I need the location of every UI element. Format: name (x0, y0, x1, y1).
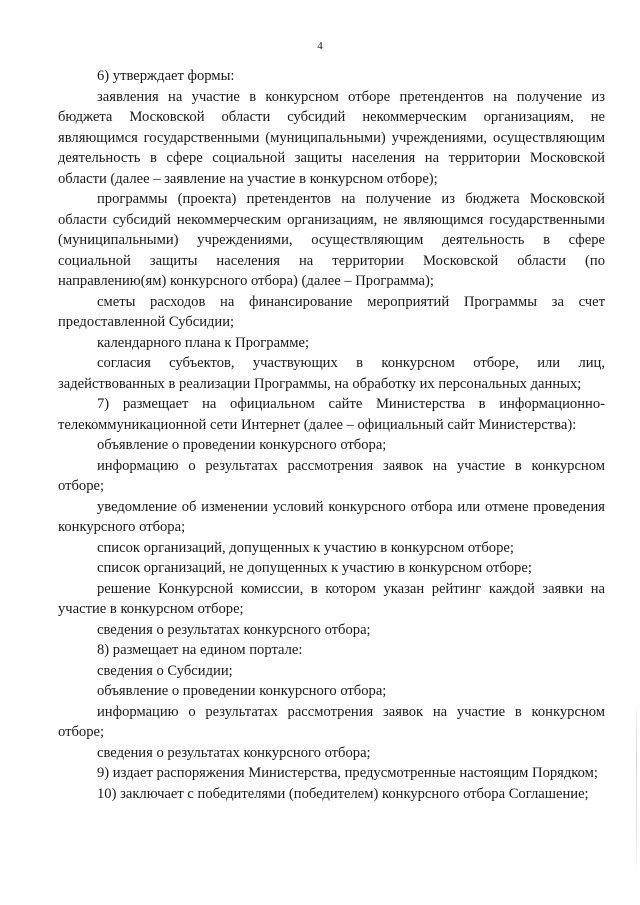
paragraph-item-6: 6) утверждает формы: (97, 68, 235, 84)
paragraph-rejected-list: список организаций, не допущенных к участию в конкурсном отборе; (97, 560, 532, 576)
paragraph-item-8: 8) размещает на едином портале: (97, 642, 303, 658)
paragraph-program-form: программы (проекта) претендентов на получение из бюджета Московской области субсидий некоммерческим организациям, не являющимся государственными (муниципальными) учреждениями, осуществляющим деятельность в сфере социальной защиты населения на территории Московской области (по направлению(ям) конкурсного отбора) (далее – Программа); (58, 191, 605, 289)
paragraph-review-results: информацию о результатах рассмотрения заявок на участие в конкурсном отборе; (58, 457, 605, 494)
paragraph-application-form: заявления на участие в конкурсном отборе претендентов на получение из бюджета Московской области субсидий некоммерческим организациям, не являющимся государственными (муниципальными) учреждениями, осуществляющим деятельность в сфере социальной защиты населения на территории Московской области (далее – заявление на участие в конкурсном отборе); (58, 88, 605, 187)
paragraph-portal-review-results: информацию о результатах рассмотрения заявок на участие в конкурсном отборе; (58, 703, 605, 740)
page-number: 4 (317, 40, 323, 52)
paragraph-subsidy-info: сведения о Субсидии; (97, 662, 233, 679)
paragraph-item-9: 9) издает распоряжения Министерства, предусмотренные настоящим Порядком; (97, 765, 598, 781)
paragraph-portal-announcement: объявление о проведении конкурсного отбора; (97, 683, 387, 699)
paragraph-budget-estimate: сметы расходов на финансирование мероприятий Программы за счет предоставленной Субсидии; (58, 293, 605, 330)
paragraph-portal-selection-results: сведения о результатах конкурсного отбора; (97, 744, 371, 761)
paragraph-commission-decision: решение Конкурсной комиссии, в котором указан рейтинг каждой заявки на участие в конкурсном отборе; (58, 580, 605, 617)
document-body (58, 66, 605, 804)
paragraph-calendar-plan: календарного плана к Программе; (97, 334, 310, 351)
paragraph-personal-data-consent: согласия субъектов, участвующих в конкурсном отборе, или лиц, задействованных в реализации Программы, на обработку их персональных данных; (58, 355, 605, 392)
paragraph-change-notice: уведомление об изменении условий конкурсного отбора или отмене проведения конкурсного отбора; (58, 498, 605, 535)
paragraph-selection-results: сведения о результатах конкурсного отбора; (97, 621, 371, 638)
paragraph-item-7: 7) размещает на официальном сайте Министерства в информационно-телекоммуникационной сети Интернет (далее – официальный сайт Министерства): (58, 396, 605, 433)
scan-edge-artifact (636, 700, 637, 880)
paragraph-announcement: объявление о проведении конкурсного отбора; (97, 437, 387, 453)
paragraph-admitted-list: список организаций, допущенных к участию в конкурсном отборе; (97, 539, 514, 556)
paragraph-item-10: 10) заключает с победителями (победителем) конкурсного отбора Соглашение; (97, 785, 589, 802)
